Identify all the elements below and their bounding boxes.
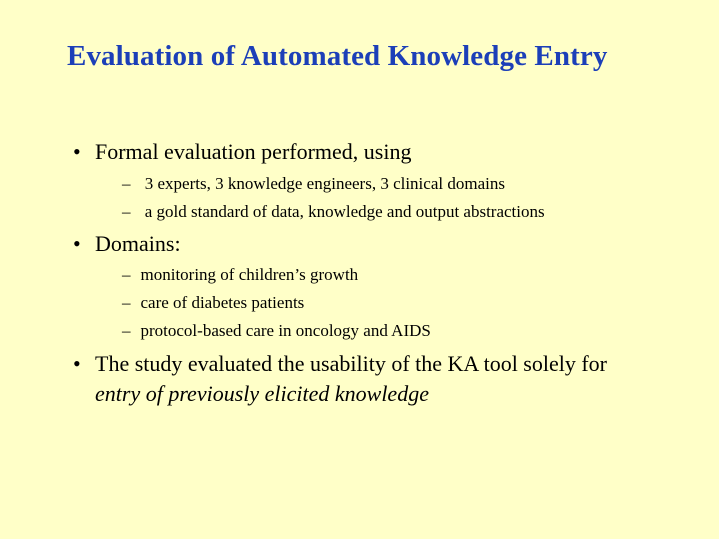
bullet-text: Domains: [95,231,181,256]
bullet-marker: • [73,139,81,164]
sub-bullet-marker: – [122,265,131,284]
bullet-text: The study evaluated the usability of the KA tool solely for [95,351,608,376]
sub-bullet-text: care of diabetes patients [140,293,305,312]
sub-bullet-marker: – [122,293,131,312]
sub-bullet-item [122,293,304,313]
sub-bullet-marker: – [122,321,131,340]
bullet-item [73,231,181,257]
sub-bullet-item [122,174,505,194]
bullet-item [73,351,607,377]
sub-bullet-item [122,321,431,341]
bullet-marker: • [73,351,81,376]
bullet-marker: • [73,231,81,256]
sub-bullet-text: monitoring of children’s growth [140,265,359,284]
bullet-item [73,139,411,165]
sub-bullet-marker: – [122,202,131,221]
sub-bullet-item [122,265,358,285]
sub-bullet-text: a gold standard of data, knowledge and output abstractions [140,202,545,221]
bullet-continuation: entry of previously elicited knowledge [95,381,429,406]
slide-title: Evaluation of Automated Knowledge Entry [67,40,608,72]
sub-bullet-marker: – [122,174,131,193]
sub-bullet-item [122,202,545,222]
sub-bullet-text: 3 experts, 3 knowledge engineers, 3 clinical domains [140,174,505,193]
sub-bullet-text: protocol-based care in oncology and AIDS [140,321,431,340]
bullet-text: Formal evaluation performed, using [95,139,412,164]
